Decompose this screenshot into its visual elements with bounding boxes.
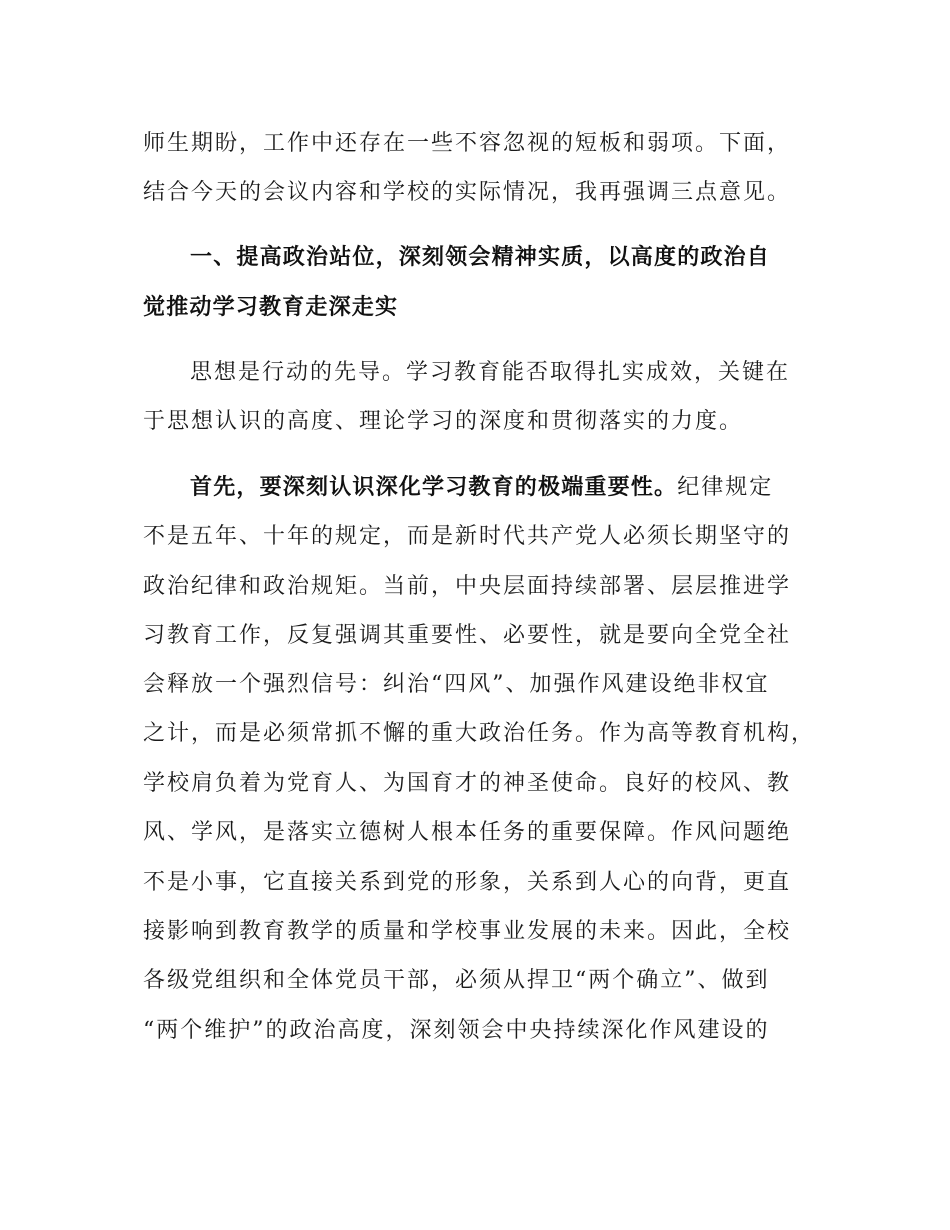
paragraph-line: 不是小事，它直接关系到党的形象，关系到人心的向背，更直 [143,870,792,895]
paragraph-line: 各级党组织和全体党员干部，必须从捍卫“两个确立”、做到 [143,968,770,993]
paragraph-line: 思想是行动的先导。学习教育能否取得扎实成效，关键在 [190,360,791,385]
paragraph-line: “两个维护”的政治高度，深刻领会中央持续深化作风建设的 [143,1018,770,1043]
paragraph-line [190,473,811,503]
paragraph-line: 不是五年、十年的规定，而是新时代共产党人必须长期坚守的 [143,524,792,549]
paragraph-line: 于思想认识的高度、理论学习的深度和贯彻落实的力度。 [143,409,744,434]
paragraph-line: 师生期盼，工作中还存在一些不容忽视的短板和弱项。下面， [143,131,792,156]
paragraph-line: 风、学风，是落实立德树人根本任务的重要保障。作风问题绝 [143,820,792,845]
lead-sentence: 首先，要深刻认识深化学习教育的极端重要性。 [190,475,678,500]
paragraph-line: 会释放一个强烈信号：纠治“四风”、加强作风建设绝非权宜 [143,672,770,697]
paragraph-line: 结合今天的会议内容和学校的实际情况，我再强调三点意见。 [143,180,792,205]
section-heading: 觉推动学习教育走深走实 [143,295,399,320]
section-heading: 一、提高政治站位，深刻领会精神实质，以高度的政治自 [190,245,771,270]
paragraph-line: 政治纪律和政治规矩。当前，中央层面持续部署、层层推进学 [143,574,792,599]
paragraph-line: 接影响到教育教学的质量和学校事业发展的未来。因此，全校 [143,919,792,944]
paragraph-line: 学校肩负着为党育人、为国育才的神圣使命。良好的校风、教 [143,771,792,796]
paragraph-text: 纪律规定 [677,475,774,500]
paragraph-line: 之计，而是必须常抓不懈的重大政治任务。作为高等教育机构， [143,721,816,746]
paragraph-line: 习教育工作，反复强调其重要性、必要性，就是要向全党全社 [143,623,792,648]
